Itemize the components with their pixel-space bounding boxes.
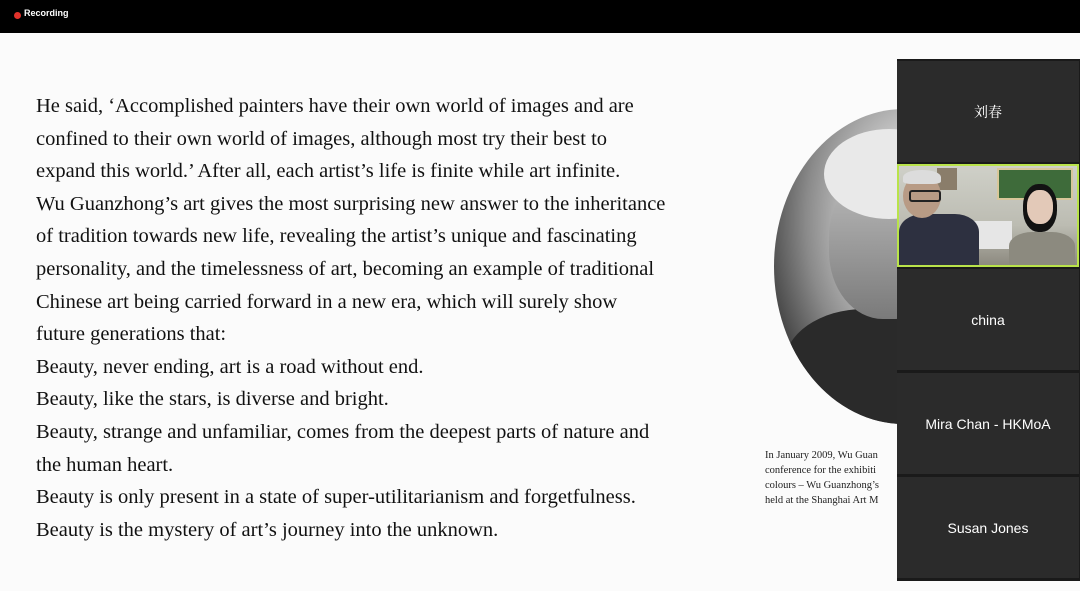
slide-line: Beauty is the mystery of art’s journey into the unknown. [36, 518, 499, 541]
participant-tile[interactable] [897, 477, 1079, 578]
slide-line: personality, and the timelessness of art, becoming an example of traditional [36, 257, 655, 280]
participant-name: Mira Chan - HKMoA [925, 415, 1051, 432]
recording-indicator-icon [14, 12, 21, 19]
slide-line: Beauty is only present in a state of super-utilitarianism and forgetfulness. [36, 486, 636, 509]
caption-line: conference for the exhibiti [765, 465, 877, 476]
participant-tile[interactable] [897, 373, 1079, 474]
participant-name: 刘春 [974, 103, 1002, 120]
participants-panel [897, 59, 1080, 581]
slide-line: Beauty, like the stars, is diverse and bright. [36, 388, 389, 411]
slide-line: He said, ‘Accomplished painters have their own world of images and are [36, 95, 634, 117]
caption-line: In January 2009, Wu Guan [765, 450, 878, 461]
slide-text [36, 90, 736, 546]
slide-line: confined to their own world of images, although most try their best to [36, 127, 608, 150]
slide-line: future generations that: [36, 323, 227, 346]
recording-label: Recording [24, 8, 69, 18]
recording-bar [0, 0, 1080, 33]
slide-line: of tradition towards new life, revealing the artist’s unique and fascinating [36, 225, 637, 248]
participant-name: Susan Jones [947, 519, 1029, 536]
caption-line: held at the Shanghai Art M [765, 495, 879, 506]
caption-line: colours – Wu Guanzhong’s [765, 480, 879, 491]
participant-tile[interactable] [897, 269, 1079, 370]
slide-line: Beauty, never ending, art is a road without end. [36, 355, 424, 378]
slide-line: expand this world.’ After all, each artist’s life is finite while art infinite. [36, 160, 621, 183]
slide-line: Beauty, strange and unfamiliar, comes from the deepest parts of nature and [36, 420, 650, 443]
participant-tile[interactable] [897, 61, 1079, 162]
slide-line: the human heart. [36, 453, 174, 476]
portrait-caption [765, 448, 905, 508]
participant-video-tile-active-speaker[interactable] [897, 164, 1079, 267]
slide-line: Wu Guanzhong’s art gives the most surprising new answer to the inheritance [36, 192, 666, 215]
participant-name: china [971, 311, 1005, 328]
slide-line: Chinese art being carried forward in a new era, which will surely show [36, 290, 618, 313]
